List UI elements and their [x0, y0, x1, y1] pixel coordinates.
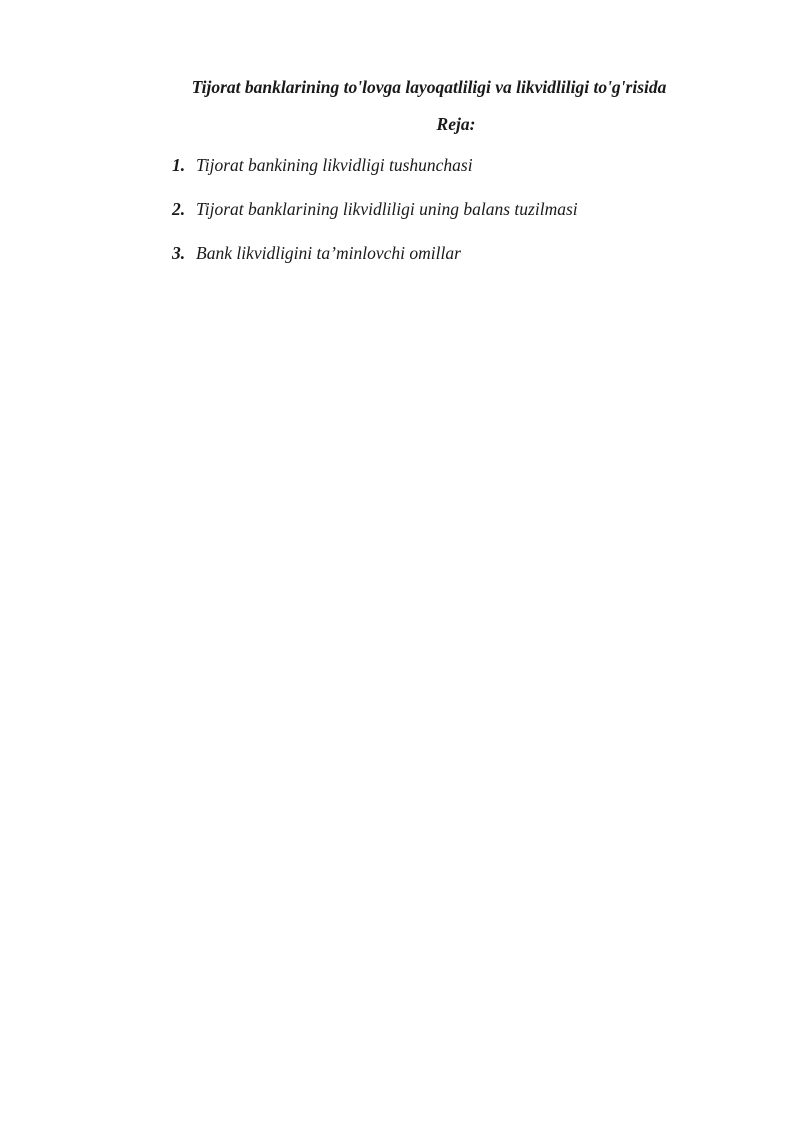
plan-item	[172, 196, 578, 222]
plan-item-text: Tijorat banklarining likvidliligi uning balans tuzilmasi	[196, 199, 578, 219]
plan-item	[172, 240, 461, 266]
plan-heading: Reja:	[436, 114, 476, 134]
plan-item-text: Bank likvidligini ta’minlovchi omillar	[196, 243, 461, 263]
plan-item-number: 1.	[172, 155, 186, 175]
plan-item-text: Tijorat bankining likvidligi tushunchasi	[196, 155, 473, 175]
document-title: Tijorat banklarining to'lovga layoqatliligi va likvidliligi to'g'risida	[191, 77, 667, 97]
plan-item-number: 3.	[172, 243, 186, 263]
plan-item	[172, 152, 473, 178]
plan-item-number: 2.	[172, 199, 186, 219]
